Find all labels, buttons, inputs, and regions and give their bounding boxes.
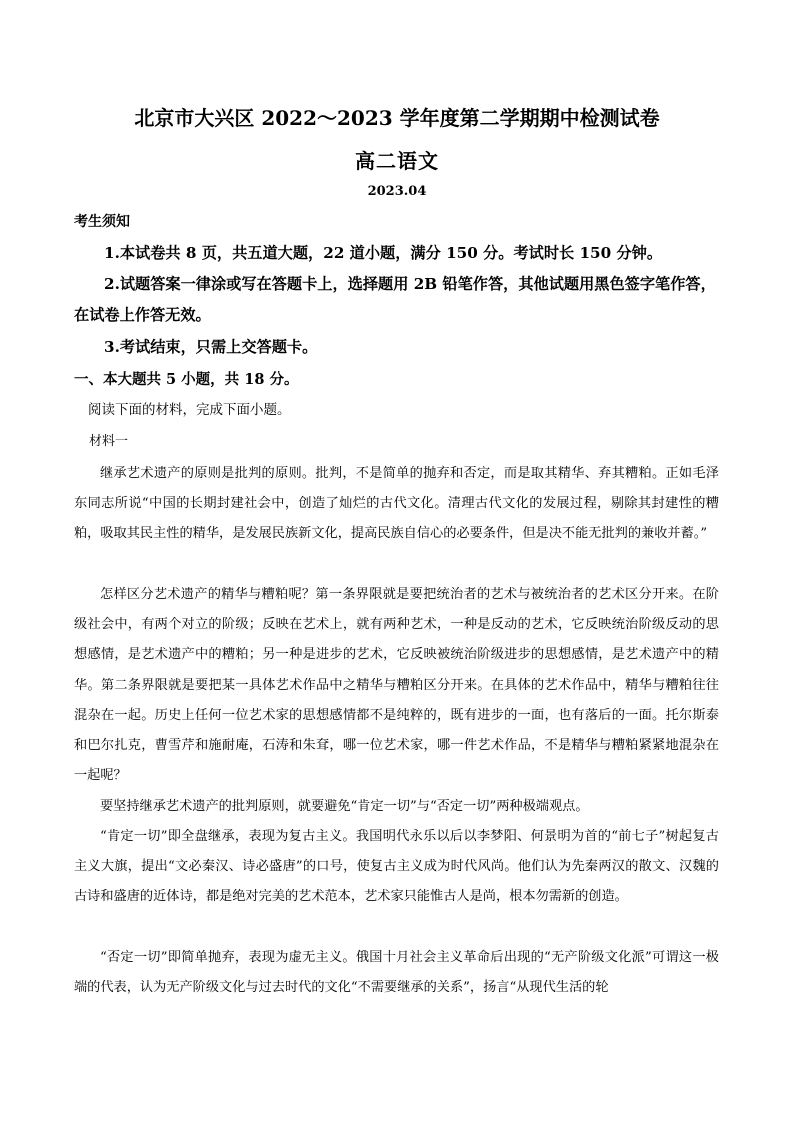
material-paragraph: “否定一切”即简单抛弃，表现为虚无主义。俄国十月社会主义革命后出现的“无产阶级文化派”可谓这一极端的代表，认为无产阶级文化与过去时代的文化“不需要继承的关系”，扬言“从现代生活的轮 xyxy=(74,950,719,996)
exam-subject: 高二语文 xyxy=(355,149,439,173)
notice-item-1: 1.本试卷共 8 页，共五道大题，22 道小题，满分 150 分。考试时长 150 分钟。 xyxy=(104,244,663,262)
reading-instruction: 阅读下面的材料，完成下面小题。 xyxy=(88,402,291,418)
notice-heading: 考生须知 xyxy=(74,214,130,230)
material-paragraph: “肯定一切”即全盘继承，表现为复古主义。我国明代永乐以后以李梦阳、何景明为首的“前七子”树起复古主义大旗，提出“文必秦汉、诗必盛唐”的口号，使复古主义成为时代风尚。他们认为先秦两汉的散文、汉魏的古诗和盛唐的近体诗，都是绝对完美的艺术范本，艺术家只能惟古人是尚，根本勿需新的创造。 xyxy=(74,829,719,905)
material-paragraph: 继承艺术遗产的原则是批判的原则。批判，不是简单的抛弃和否定，而是取其精华、弃其糟粕。正如毛泽东同志所说“中国的长期封建社会中，创造了灿烂的古代文化。清理古代文化的发展过程，剔除其封建性的糟粕，吸取其民主性的精华，是发展民族新文化，提高民族自信心的必要条件，但是决不能无批判的兼收并蓄。” xyxy=(74,466,719,542)
material-paragraph: 怎样区分艺术遗产的精华与糟粕呢？第一条界限就是要把统治者的艺术与被统治者的艺术区分开来。在阶级社会中，有两个对立的阶级；反映在艺术上，就有两种艺术，一种是反动的艺术，它反映统治阶级反动的思想感情，是艺术遗产中的糟粕；另一种是进步的艺术，它反映被统治阶级进步的思想感情，是艺术遗产中的精华。第二条界限就是要把某一具体艺术作品中之精华与糟粕区分开来。在具体的艺术作品中，精华与糟粕往往混杂在一起。历史上任何一位艺术家的思想感情都不是纯粹的，既有进步的一面，也有落后的一面。托尔斯泰和巴尔扎克，曹雪芹和施耐庵，石涛和朱耷，哪一位艺术家，哪一件艺术作品，不是精华与糟粕紧紧地混杂在一起呢？ xyxy=(74,587,719,784)
notice-item-2: 2.试题答案一律涂或写在答题卡上，选择题用 2B 铅笔作答，其他试题用黑色签字笔作答，在试卷上作答无效。 xyxy=(74,275,716,324)
material-label: 材料一 xyxy=(89,434,129,449)
section-heading: 一、本大题共 5 小题，共 18 分。 xyxy=(74,371,299,388)
notice-item-3: 3.考试结束，只需上交答题卡。 xyxy=(104,338,318,356)
exam-title: 北京市大兴区 2022～2023 学年度第二学期期中检测试卷 xyxy=(134,106,660,130)
material-paragraph: 要坚持继承艺术遗产的批判原则，就要避免“肯定一切”与“否定一切”两种极端观点。 xyxy=(100,799,589,814)
exam-date: 2023.04 xyxy=(367,184,427,199)
